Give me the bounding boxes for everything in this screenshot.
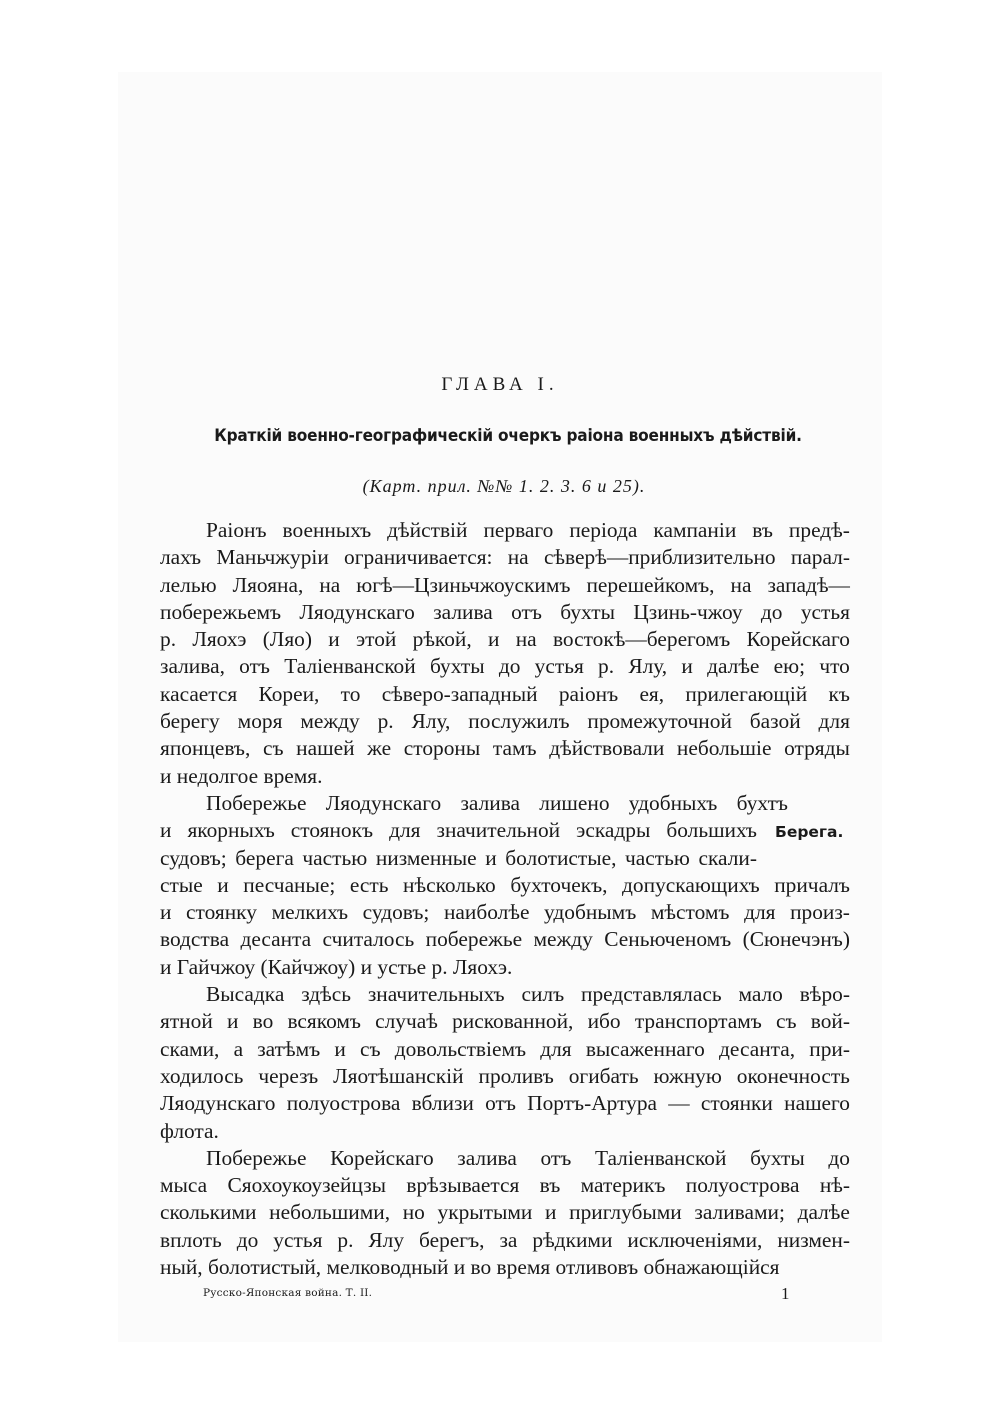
margin-note: Берега. — [775, 823, 844, 841]
text-line: судовъ; берега частью низменные и болотистые, частью скали- — [160, 845, 757, 870]
text-line: касается Кореи, то сѣверо-западный раіонъ ея, прилегающій къ — [160, 681, 850, 706]
paragraph — [160, 981, 850, 1145]
running-title: Русско-Японская война. Т. II. — [203, 1287, 373, 1299]
maps-reference: (Карт. прил. №№ 1. 2. 3. 6 и 25). — [362, 476, 646, 496]
text-line: лахъ Маньчжуріи ограничивается: на сѣверѣ—приблизительно парал- — [160, 545, 850, 570]
text-line: лелью Ляояна, на югѣ—Цзиньчжоускимъ перешейкомъ, на западѣ— — [160, 572, 850, 597]
paragraph — [160, 1145, 850, 1281]
chapter-title: Краткій военно-географическій очеркъ раіона военныхъ дѣйствій. — [214, 426, 802, 445]
text-line: вплоть до устья р. Ялу берегъ, за рѣдкими исключеніями, низмен- — [160, 1227, 850, 1252]
text-line: сколькими небольшими, но укрытыми и приглубыми заливами; далѣе — [160, 1200, 850, 1225]
text-line: и Гайчжоу (Кайчжоу) и устье р. Ляохэ. — [160, 954, 513, 979]
text-line: Побережье Ляодунскаго залива лишено удобныхъ бухтъ — [206, 790, 788, 815]
text-line: сками, а затѣмъ и съ довольствіемъ для высаженнаго десанта, при- — [160, 1036, 850, 1061]
text-line: водства десанта считалось побережье между Сеньюченомъ (Сюнечэнъ) — [160, 927, 850, 952]
text-line: стые и песчаные; есть нѣсколько бухточекъ, допускающихъ причалъ — [160, 872, 850, 897]
text-line: залива, отъ Таліенванской бухты до устья р. Ялу, и далѣе ею; что — [160, 654, 850, 679]
text-line: мыса Сяохоукоузейцзы врѣзывается въ материкъ полуострова нѣ- — [160, 1173, 850, 1198]
text-line: и стоянку мелкихъ судовъ; наиболѣе удобнымъ мѣстомъ для произ- — [160, 900, 850, 925]
paragraph — [160, 517, 850, 790]
text-line: Побережье Корейскаго залива отъ Таліенванской бухты до — [206, 1145, 850, 1170]
text-line: Ляодунскаго полуострова вблизи отъ Портъ-Артура — стоянки нашего — [160, 1091, 850, 1116]
page-number: 1 — [781, 1284, 790, 1303]
text-line: флота. — [160, 1118, 219, 1143]
text-line: ходилось черезъ Ляотѣшанскій проливъ огибать южную оконечность — [160, 1063, 850, 1088]
chapter-label: ГЛАВА I. — [441, 374, 559, 395]
text-line: и недолгое время. — [160, 763, 323, 788]
text-line: ятной и во всякомъ случаѣ рискованной, ибо транспортамъ съ вой- — [160, 1009, 850, 1034]
text-line: р. Ляохэ (Ляо) и этой рѣкой, и на востокѣ—берегомъ Корейскаго — [160, 627, 850, 652]
text-line: берегу моря между р. Ялу, послужилъ промежуточной базой для — [160, 709, 850, 734]
text-line: Высадка здѣсь значительныхъ силъ представлялась мало вѣро- — [206, 982, 850, 1007]
paragraph — [160, 790, 850, 981]
text-line: и якорныхъ стоянокъ для значительной эскадры большихъ — [160, 818, 757, 843]
text-line: Раіонъ военныхъ дѣйствій перваго періода кампаніи въ предѣ- — [206, 518, 850, 542]
text-line: побережьемъ Ляодунскаго залива отъ бухты Цзинь-чжоу до устья — [160, 599, 850, 624]
text-line: японцевъ, съ нашей же стороны тамъ дѣйствовали небольшіе отряды — [160, 736, 850, 761]
text-line: ный, болотистый, мелководный и во время отливовъ обнажающійся — [160, 1255, 780, 1280]
body-text — [160, 517, 850, 1281]
